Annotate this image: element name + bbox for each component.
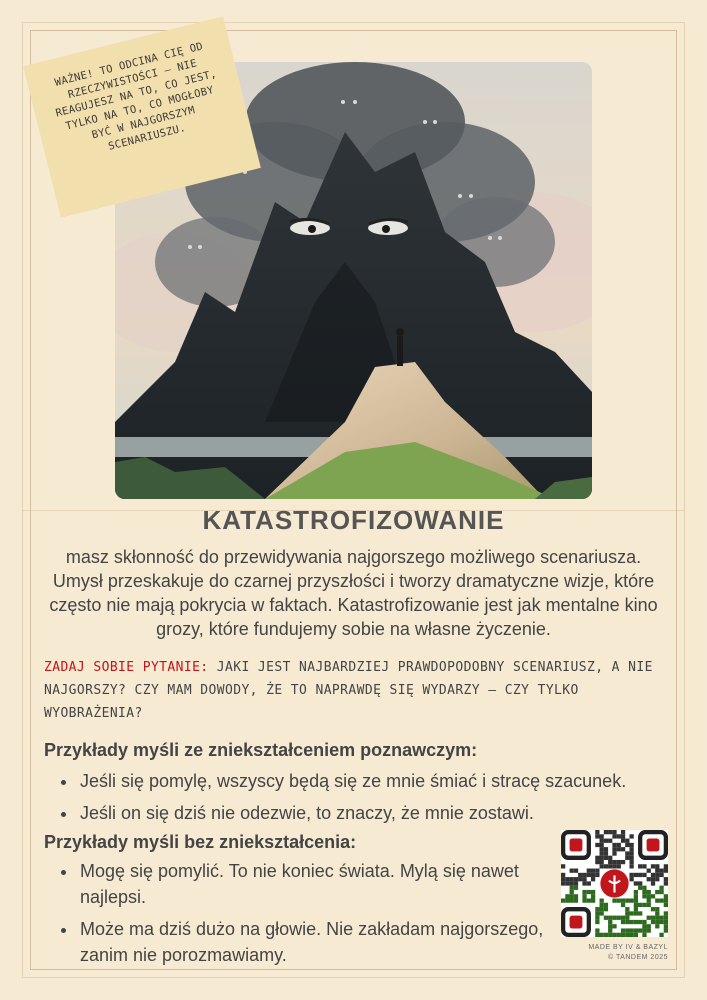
intro-paragraph: masz skłonność do przewidywania najgorszego możliwego scenariusza. Umysł przeskakuje do czarnej przyszłości i tworzy dramatyczne wizje, które często nie mają pokrycia w faktach. Katastrofizowanie jest jak mentalne kino grozy, które fundujemy sobie na własne życzenie.	[49, 547, 658, 639]
qr-code[interactable]	[561, 830, 668, 937]
list-item: • Jeśli się pomylę, wszyscy będą się ze mnie śmiać i stracę szacunek.	[78, 768, 698, 794]
page-title: KATASTROFIZOWANIE	[202, 505, 505, 535]
qr-code-icon	[561, 830, 668, 937]
list-item: • Jeśli on się dziś nie odezwie, to znaczy, że mnie zostawi.	[78, 800, 698, 826]
credit-copyright: © TANDEM 2025	[607, 954, 668, 961]
list-item: • Może ma dziś dużo na głowie. Nie zakładam najgorszego, zanim nie porozmawiamy.	[78, 916, 548, 968]
distorted-heading: Przykłady myśli ze zniekształceniem poznawczym:	[44, 740, 478, 760]
question-lead: ZADAJ SOBIE PYTANIE:	[44, 660, 209, 675]
list-item: • Mogę się pomylić. To nie koniec świata. Mylą się nawet najlepsi.	[78, 858, 548, 910]
healthy-heading: Przykłady myśli bez zniekształcenia:	[44, 832, 357, 852]
healthy-list	[44, 858, 548, 974]
distorted-list	[44, 768, 698, 832]
question-text: JAKI JEST NAJBARDZIEJ PRAWDOPODOBNY SCENARIUSZ, A NIE NAJGORSZY? CZY MAM DOWODY, ŻE TO NAPRAWDĘ SIĘ WYDARZY – CZY TYLKO WYOBRAŻENIA?	[44, 660, 653, 721]
question-block	[44, 656, 664, 725]
credit-author: MADE BY IV & BAZYL	[588, 944, 668, 951]
warning-note-text: WAŻNE! TO ODCINA CIĘ OD RZECZYWISTOŚCI – NIE REAGUJESZ NA TO, CO JEST, TYLKO NA TO, CO MOGŁOBY BYĆ W NAJGORSZYM SCENARIUSZU.	[53, 40, 218, 153]
